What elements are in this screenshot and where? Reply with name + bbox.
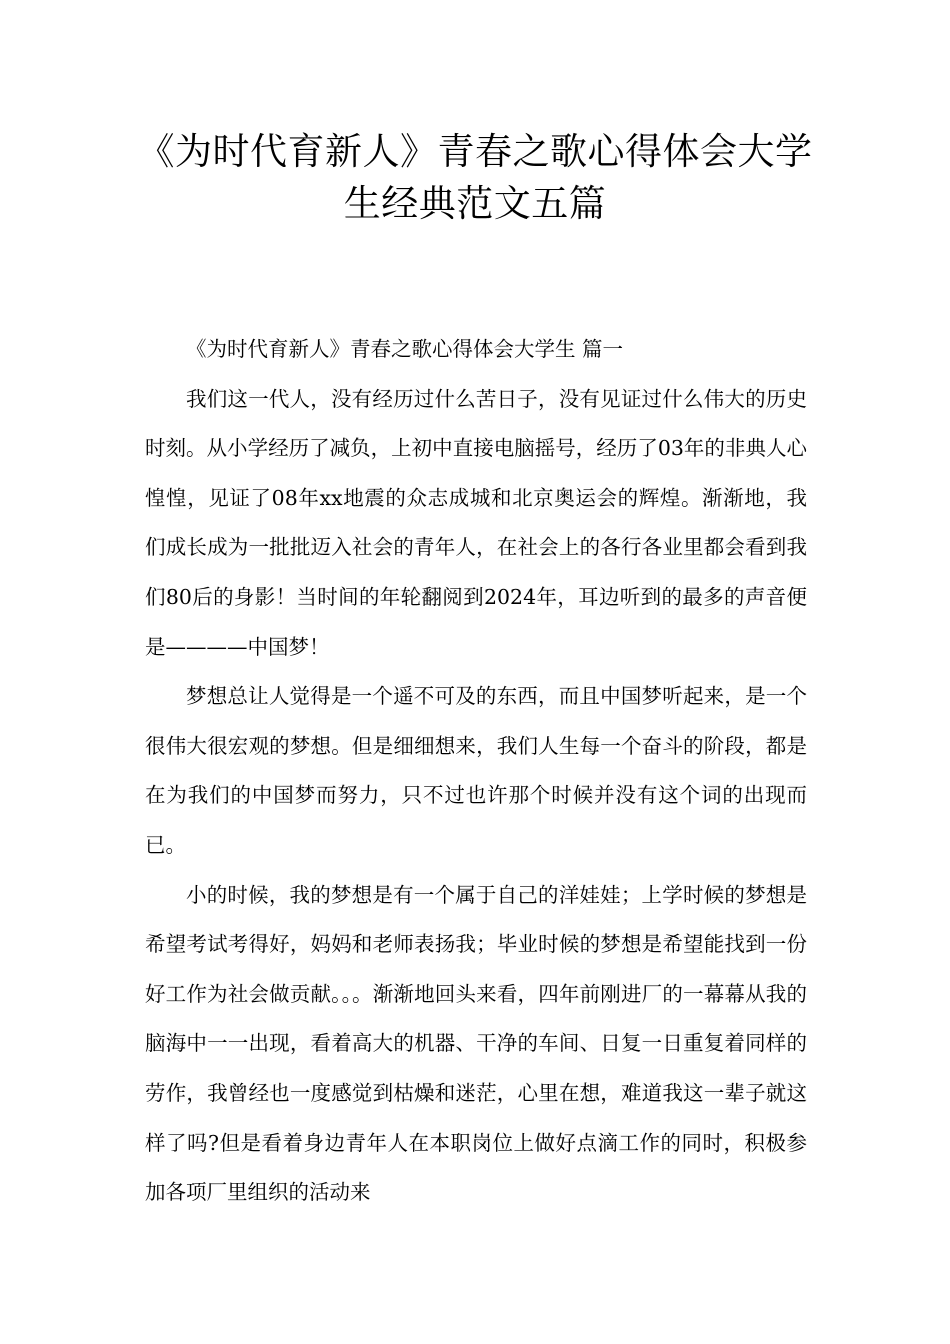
paragraph-1: 我们这一代人，没有经历过什么苦日子，没有见证过什么伟大的历史时刻。从小学经历了减负，上初中直接电脑摇号，经历了03年的非典人心惶惶，见证了08年xx地震的众志成城和北京奥运会的辉煌。渐渐地，我们成长成为一批批迈入社会的青年人，在社会上的各行各业里都会看到我们80后的身影！当时间的年轮翻阅到2024年，耳边听到的最多的声音便是————中国梦！ bbox=[145, 386, 807, 659]
document-title: 《为时代育新人》青春之歌心得体会大学生经典范文五篇 bbox=[137, 130, 813, 225]
paragraph-2: 梦想总让人觉得是一个遥不可及的东西，而且中国梦听起来，是一个很伟大很宏观的梦想。但是细细想来，我们人生每一个奋斗的阶段，都是在为我们的中国梦而努力，只不过也许那个时候并没有这个词的出现而已。 bbox=[145, 684, 807, 857]
document-body bbox=[145, 325, 807, 1218]
section-heading: 《为时代育新人》青春之歌心得体会大学生 篇一 bbox=[186, 337, 624, 361]
paragraph-3: 小的时候，我的梦想是有一个属于自己的洋娃娃；上学时候的梦想是希望考试考得好，妈妈和老师表扬我；毕业时候的梦想是希望能找到一份好工作为社会做贡献。。。渐渐地回头来看，四年前刚进厂的一幕幕从我的脑海中一一出现，看着高大的机器、干净的车间、日复一日重复着同样的劳作，我曾经也一度感觉到枯燥和迷茫，心里在想，难道我这一辈子就这样了吗?但是看着身边青年人在本职岗位上做好点滴工作的同时，积极参加各项厂里组织的活动来 bbox=[145, 882, 807, 1205]
